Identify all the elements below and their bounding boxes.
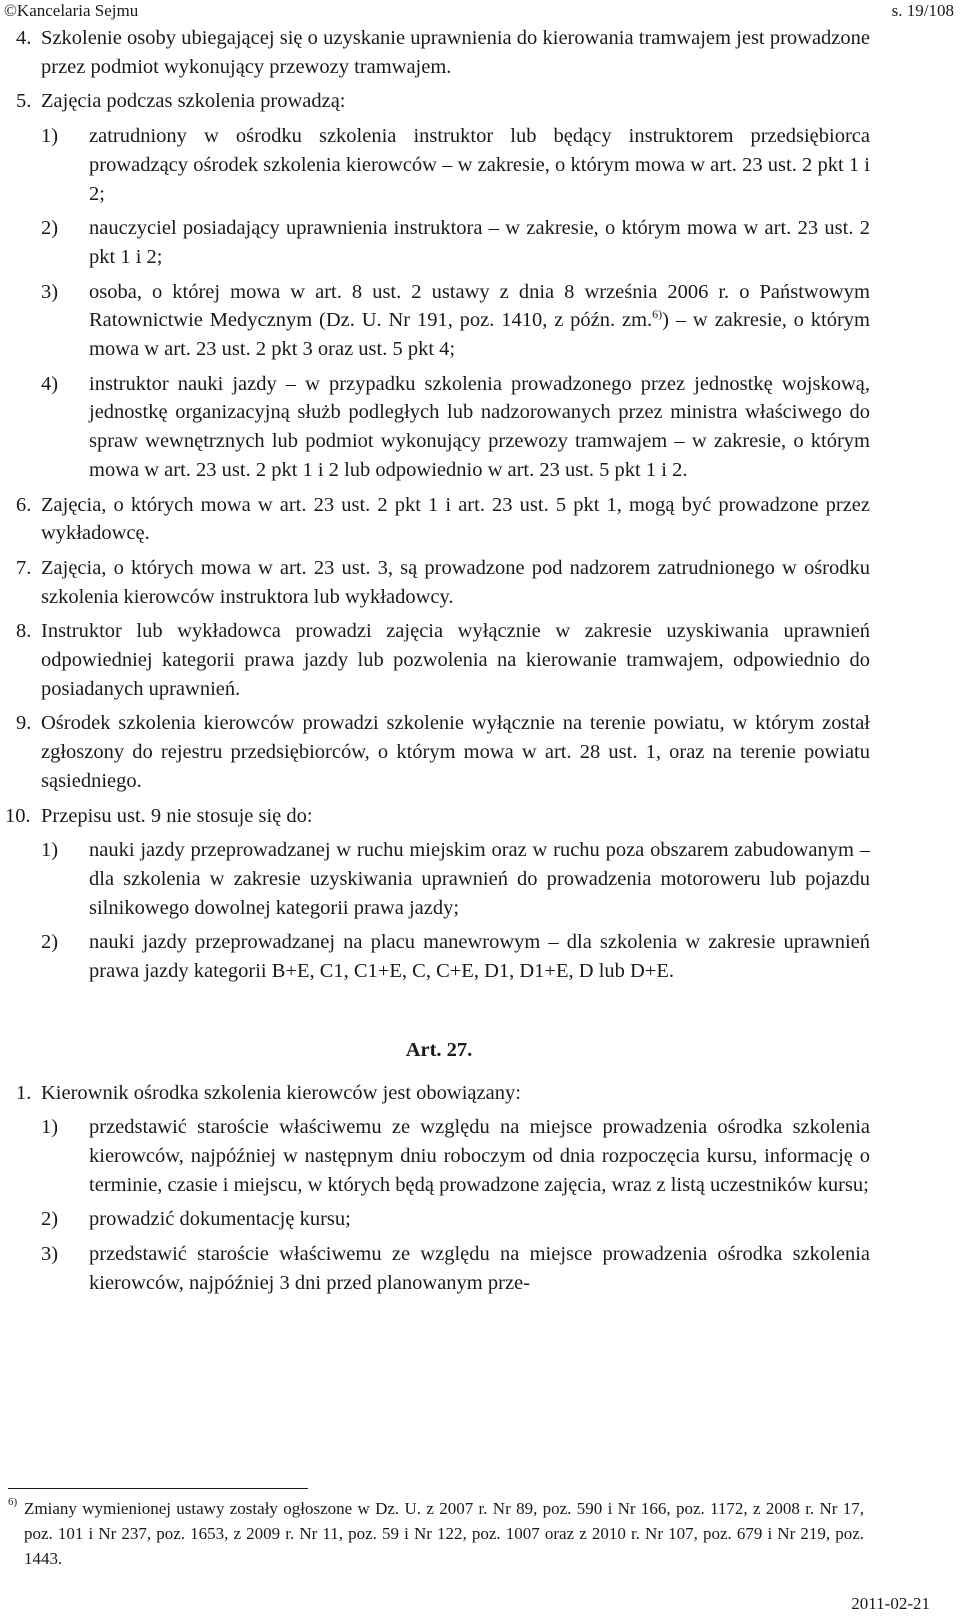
point-text: nauki jazdy przeprowadzanej na placu manewrowym – dla szkolenia w zakresie uprawnień prawa jazdy kategorii B+E, C1, C1+E, C, C+E, D1, D1+E, D lub D+E. [89, 931, 870, 983]
header-page-number: s. 19/108 [891, 1, 954, 20]
paragraph-text: Przepisu ust. 9 nie stosuje się do: [41, 804, 313, 827]
point-text: instruktor nauki jazdy – w przypadku szkolenia prowadzonego przez jednostkę wojskową, jednostkę organizacyjną służb podległych lub nadzorowanych przez ministra właściwego do spraw wewnętrznych lub podmiot wykonujący przewozy tramwajem – w zakresie, o którym mowa w art. 23 ust. 2 pkt 1 i 2 lub odpowiednio w art. 23 ust. 5 pkt 1 i 2. [89, 372, 870, 481]
point-number: 1) [41, 839, 59, 862]
point-number: 2) [41, 931, 59, 954]
paragraph-9 [8, 709, 870, 795]
point-text: nauki jazdy przeprowadzanej w ruchu miejskim oraz w ruchu poza obszarem zabudowanym – dla szkolenia w zakresie uzyskiwania uprawnień do prowadzenia motoroweru lub pojazdu silnikowego dowolnej kategorii prawa jazdy; [89, 839, 870, 919]
point-5-2 [8, 214, 870, 271]
footnote-number: 6) [8, 1496, 18, 1508]
paragraph-number: 9. [16, 712, 32, 735]
article-27-point-3 [8, 1240, 870, 1297]
footer-date: 2011-02-21 [851, 1594, 930, 1613]
paragraph-text: Zajęcia, o których mowa w art. 23 ust. 2 pkt 1 i art. 23 ust. 5 pkt 1, mogą być prowadzone przez wykładowcę. [41, 493, 870, 545]
paragraph-text: Zajęcia podczas szkolenia prowadzą: [41, 90, 346, 113]
article-title: Art. 27. [405, 1038, 473, 1061]
paragraph-7 [8, 554, 870, 611]
paragraph-text: Kierownik ośrodka szkolenia kierowców jest obowiązany: [41, 1081, 521, 1104]
paragraph-text: Instruktor lub wykładowca prowadzi zajęcia wyłącznie w zakresie uzyskiwania uprawnień odpowiedniej kategorii prawa jazdy lub pozwolenia na kierowanie tramwajem, odpowiednio do posiadanych uprawnień. [41, 620, 870, 700]
point-10-1 [8, 836, 870, 922]
point-5-1 [8, 122, 870, 208]
main-text [5, 24, 870, 1303]
paragraph-number: 7. [16, 556, 32, 579]
paragraph-text: Ośrodek szkolenia kierowców prowadzi szkolenie wyłącznie na terenie powiatu, w którym został zgłoszony do rejestru przedsiębiorców, o którym mowa w art. 28 ust. 1, oraz na terenie powiatu sąsiedniego. [41, 712, 870, 792]
point-text-part-a: osoba, o której mowa w art. 8 ust. 2 ustawy z dnia 8 września 2006 r. o Państwowym Ratownictwie Medycznym (Dz. U. Nr 191, poz. 1410, z późn. zm. [89, 280, 870, 332]
point-text-part-b: ) – w zakresie, o którym mowa w art. 23 ust. 2 pkt 3 oraz ust. 5 pkt 4; [89, 309, 870, 361]
point-number: 1) [41, 1116, 59, 1139]
paragraph-4 [8, 24, 870, 81]
paragraph-number: 4. [16, 27, 32, 49]
footnote [8, 1496, 864, 1571]
footnote-reference[interactable]: 6) [652, 307, 663, 322]
point-text: zatrudniony w ośrodku szkolenia instruktor lub będący instruktorem przedsiębiorca prowadzący ośrodek szkolenia kierowców – w zakresie, o którym mowa w art. 23 ust. 2 pkt 1 i 2; [89, 125, 870, 205]
point-number: 1) [41, 125, 59, 148]
point-number: 2) [41, 1208, 59, 1231]
point-number: 4) [41, 372, 59, 395]
point-text: przedstawić staroście właściwemu ze względu na miejsce prowadzenia ośrodka szkolenia kierowców, najpóźniej w następnym dniu roboczym od dnia rozpoczęcia kursu, informację o terminie, czasie i miejscu, w których będą prowadzone zajęcia, wraz z listą uczestników kursu; [89, 1116, 870, 1196]
point-10-2 [8, 928, 870, 985]
paragraph-text: Szkolenie osoby ubiegającej się o uzyskanie uprawnienia do kierowania tramwajem jest prowadzone przez podmiot wykonujący przewozy tramwajem. [41, 27, 870, 78]
point-text: prowadzić dokumentację kursu; [89, 1208, 351, 1231]
header-copyright: ©Kancelaria Sejmu [4, 1, 139, 20]
paragraph-number: 5. [16, 90, 32, 113]
point-text: przedstawić staroście właściwemu ze względu na miejsce prowadzenia ośrodka szkolenia kierowców, najpóźniej 3 dni przed planowanym prze- [89, 1243, 870, 1294]
point-text: nauczyciel posiadający uprawnienia instruktora – w zakresie, o którym mowa w art. 23 ust. 2 pkt 1 i 2; [89, 217, 870, 268]
point-5-3 [8, 278, 870, 364]
paragraph-number: 10. [5, 804, 31, 827]
paragraph-10 [5, 802, 870, 831]
paragraph-8 [8, 617, 870, 703]
article-27-point-2 [8, 1205, 870, 1234]
point-number: 3) [41, 1243, 59, 1266]
paragraph-5 [8, 87, 870, 116]
paragraph-number: 6. [16, 493, 32, 516]
footnote-separator [8, 1488, 308, 1489]
article-27-point-1 [8, 1113, 870, 1199]
paragraph-6 [8, 491, 870, 548]
paragraph-number: 1. [16, 1081, 32, 1104]
paragraph-number: 8. [16, 620, 32, 643]
point-5-4 [8, 370, 870, 485]
article-27-paragraph-1 [8, 1079, 870, 1108]
footnote-text: Zmiany wymienionej ustawy zostały ogłoszone w Dz. U. z 2007 r. Nr 89, poz. 590 i Nr 166, poz. 1172, z 2008 r. Nr 17, poz. 101 i Nr 237, poz. 1653, z 2009 r. Nr 11, poz. 59 i Nr 122, poz. 1007 oraz z 2010 r. Nr 107, poz. 679 i Nr 219, poz. 1443. [24, 1499, 864, 1568]
point-number: 3) [41, 280, 59, 303]
point-text [89, 278, 870, 364]
paragraph-text: Zajęcia, o których mowa w art. 23 ust. 3, są prowadzone pod nadzorem zatrudnionego w ośrodku szkolenia kierowców instruktora lub wykładowcy. [41, 556, 870, 608]
point-number: 2) [41, 217, 59, 240]
